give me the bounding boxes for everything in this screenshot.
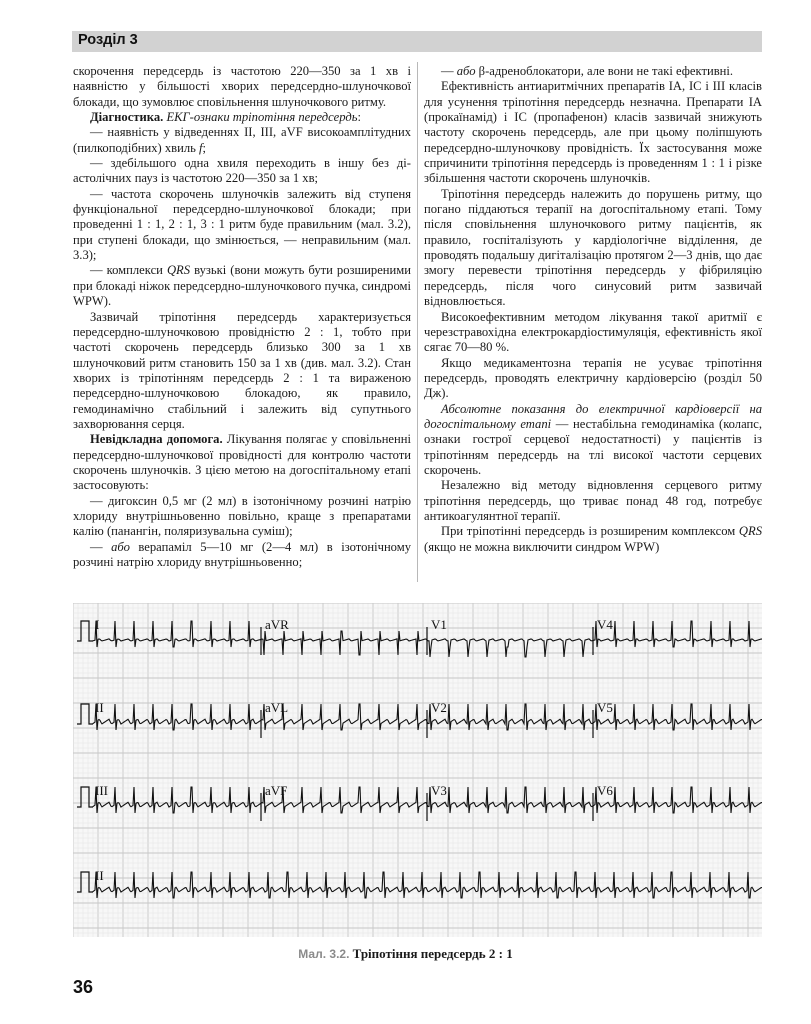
figure-number: Мал. 3.2.: [298, 947, 350, 961]
lead-label: aVL: [265, 700, 289, 715]
ecg-figure: [73, 603, 762, 937]
lead-label: III: [95, 783, 108, 798]
paragraph: Якщо медикаментозна терапія не усуває тріпотіння передсердь, проводять електричну кардіоверсію (розділ 50 Дж).: [424, 355, 762, 401]
lead-label: V3: [431, 783, 447, 798]
list-item-end: ;: [202, 140, 206, 155]
paragraph: Тріпотіння передсердь належить до порушень ритму, що погано піддаються терапії на догоспітальному етапі. Тому після сповільнення шлуночкового ритму пацієнтів, як правило, госпіталізують у кардіологічне відділення, де проводять подальшу дигіталізацію протягом 2—3 днів, що дає змогу перевести тріпотіння передсердь у фібриляцію передсердь, після чого синусовий ритм зазвичай відновлюється.: [424, 186, 762, 309]
lead-label: I: [95, 617, 100, 632]
paragraph: Зазвичай тріпотіння передсердь характеризується передсердно-шлуночковою провідністю 2 : 1, тобто при частоті скорочень передсердь близько 300 за 1 хв шлуночковий ритм становить 150 за 1 хв (див. мал. 3.2). Стан хворих із тріпотінням передсердь 2 : 1 та вираженою передсердно-шлуночковою блокадою, як правило, гемодинамічно стабільний і залежить від супутнього захворювання серця.: [73, 309, 411, 431]
list-item-text: — комплекси: [90, 263, 167, 278]
qrs-term: QRS: [166, 263, 191, 278]
page-number: 36: [73, 977, 94, 997]
or-word: або: [111, 539, 130, 554]
diagnostics-label: Діагностика.: [90, 110, 164, 125]
or-word: або: [456, 64, 476, 78]
paragraph: скорочення передсердь із частотою 220—350 за 1 хв і наявністю у більшості хворих передсердно-шлуночкової блокади, що зумовлює сповільнення шлуночкового ритму.: [73, 64, 411, 109]
ecg-signs-subtitle: ЕКГ-ознаки тріпотіння передсердь: [166, 110, 358, 125]
lead-label: aVF: [265, 783, 288, 798]
wave-symbol: f: [199, 140, 203, 155]
list-item-text: — наявність у відведеннях II, III, aVF високоамплітудних (пилкоподібних) хвиль: [73, 125, 411, 155]
list-item: [73, 540, 411, 571]
urgent-care-label: Невідкладна допомога.: [90, 432, 223, 447]
paragraph: [424, 524, 762, 555]
lead-label: II: [95, 700, 104, 715]
right-column: [424, 64, 762, 555]
lead-label: V2: [431, 700, 447, 715]
paragraph-text: — нестабільна гемодинаміка (колапс, ознаки гострої серцевої недостатності) у пацієнтів із тріпотінням передсердь на тлі високої частоти серцевих скорочень.: [424, 416, 762, 477]
paragraph-text: (якщо не можна виключити синдром WPW): [424, 539, 660, 554]
urgent-care-paragraph: [73, 432, 411, 493]
indication-italic: Абсолютне показання до електричної кардіоверсії на догоспітальному етапі: [424, 401, 762, 431]
figure-caption: [0, 946, 811, 962]
list-item-end: β-адреноблокатори, але вони не такі ефективні.: [475, 64, 734, 78]
qrs-term: QRS: [738, 524, 762, 539]
lead-label: aVR: [265, 617, 289, 632]
lead-label: V4: [597, 617, 613, 632]
list-item: [73, 125, 411, 156]
paragraph: Незалежно від методу відновлення серцевого ритму тріпотіння передсердь, що триває понад 48 год, потребує антикоагулянтної терапії.: [424, 478, 762, 523]
lead-label: V5: [597, 700, 613, 715]
list-item: [424, 64, 762, 79]
list-item: — здебільшого одна хвиля переходить в іншу без діастолічних пауз із частотою 220—350 за 1 хв;: [73, 156, 411, 186]
paragraph-text: При тріпотінні передсердь із розширеним комплексом: [441, 524, 739, 539]
list-item: — дигоксин 0,5 мг (2 мл) в ізотонічному розчині натрію хлориду внутрішньовенно повільно, краще з препаратами калію (панангін, поляризувальна суміш);: [73, 493, 411, 539]
list-item: — частота скорочень шлуночків залежить від ступеня функціональної передсердно-шлуночкової блокади; при проведенні 1 : 1, 2 : 1, 3 : 1 ритм буде правильним (мал. 3.2), при ступені блокади, що змінюється, — неправильним (мал. 3.3);: [73, 186, 411, 263]
section-label: Розділ 3: [78, 32, 138, 48]
lead-label: II: [95, 868, 104, 883]
colon: :: [357, 110, 361, 125]
section-header: [72, 31, 762, 52]
list-item-end: вузькі (вони можуть бути розширеними при блокаді ніжок передсердно-шлуночкового пучка, синдромі WPW).: [73, 263, 412, 309]
dash: —: [441, 64, 457, 78]
left-column: [73, 64, 411, 570]
paragraph: [424, 402, 762, 479]
diagnostics-heading: [73, 110, 411, 125]
urgent-care-text: Лікування полягає у сповільненні передсердно-шлуночкової провідності для контролю частоти скорочень шлуночків. З цією метою на догоспітальному етапі застосовують:: [73, 432, 411, 493]
paragraph: Ефективність антиаритмічних препаратів IA, IC і III класів для усунення тріпотіння передсердь незначна. Препарати IA (прокаїнамід) і IC (пропафенон) класів зазвичай знижують частоту скорочень передсердь, але при цьому поліпшують передсердно-шлуночкову провідність. Їх застосування може спричинити тріпотіння передсердь із проведенням 1 : 1 і різке збільшення частоти скорочень шлуночків.: [424, 79, 762, 186]
figure-title: Тріпотіння передсердь 2 : 1: [352, 946, 513, 961]
list-item-end: верапаміл 5—10 мг (2—4 мл) в ізотонічному розчині натрію хлориду внутрішньовенно;: [73, 539, 412, 569]
lead-label: V6: [597, 783, 613, 798]
ecg-strip: [73, 603, 762, 937]
list-item: [73, 263, 411, 309]
dash: —: [90, 539, 112, 554]
paragraph: Високоефективним методом лікування такої аритмії є черезстравохідна електрокардіостимуляція, ефективність якої сягає 70—80 %.: [424, 309, 762, 355]
lead-label: V1: [431, 617, 447, 632]
column-divider: [417, 62, 418, 582]
